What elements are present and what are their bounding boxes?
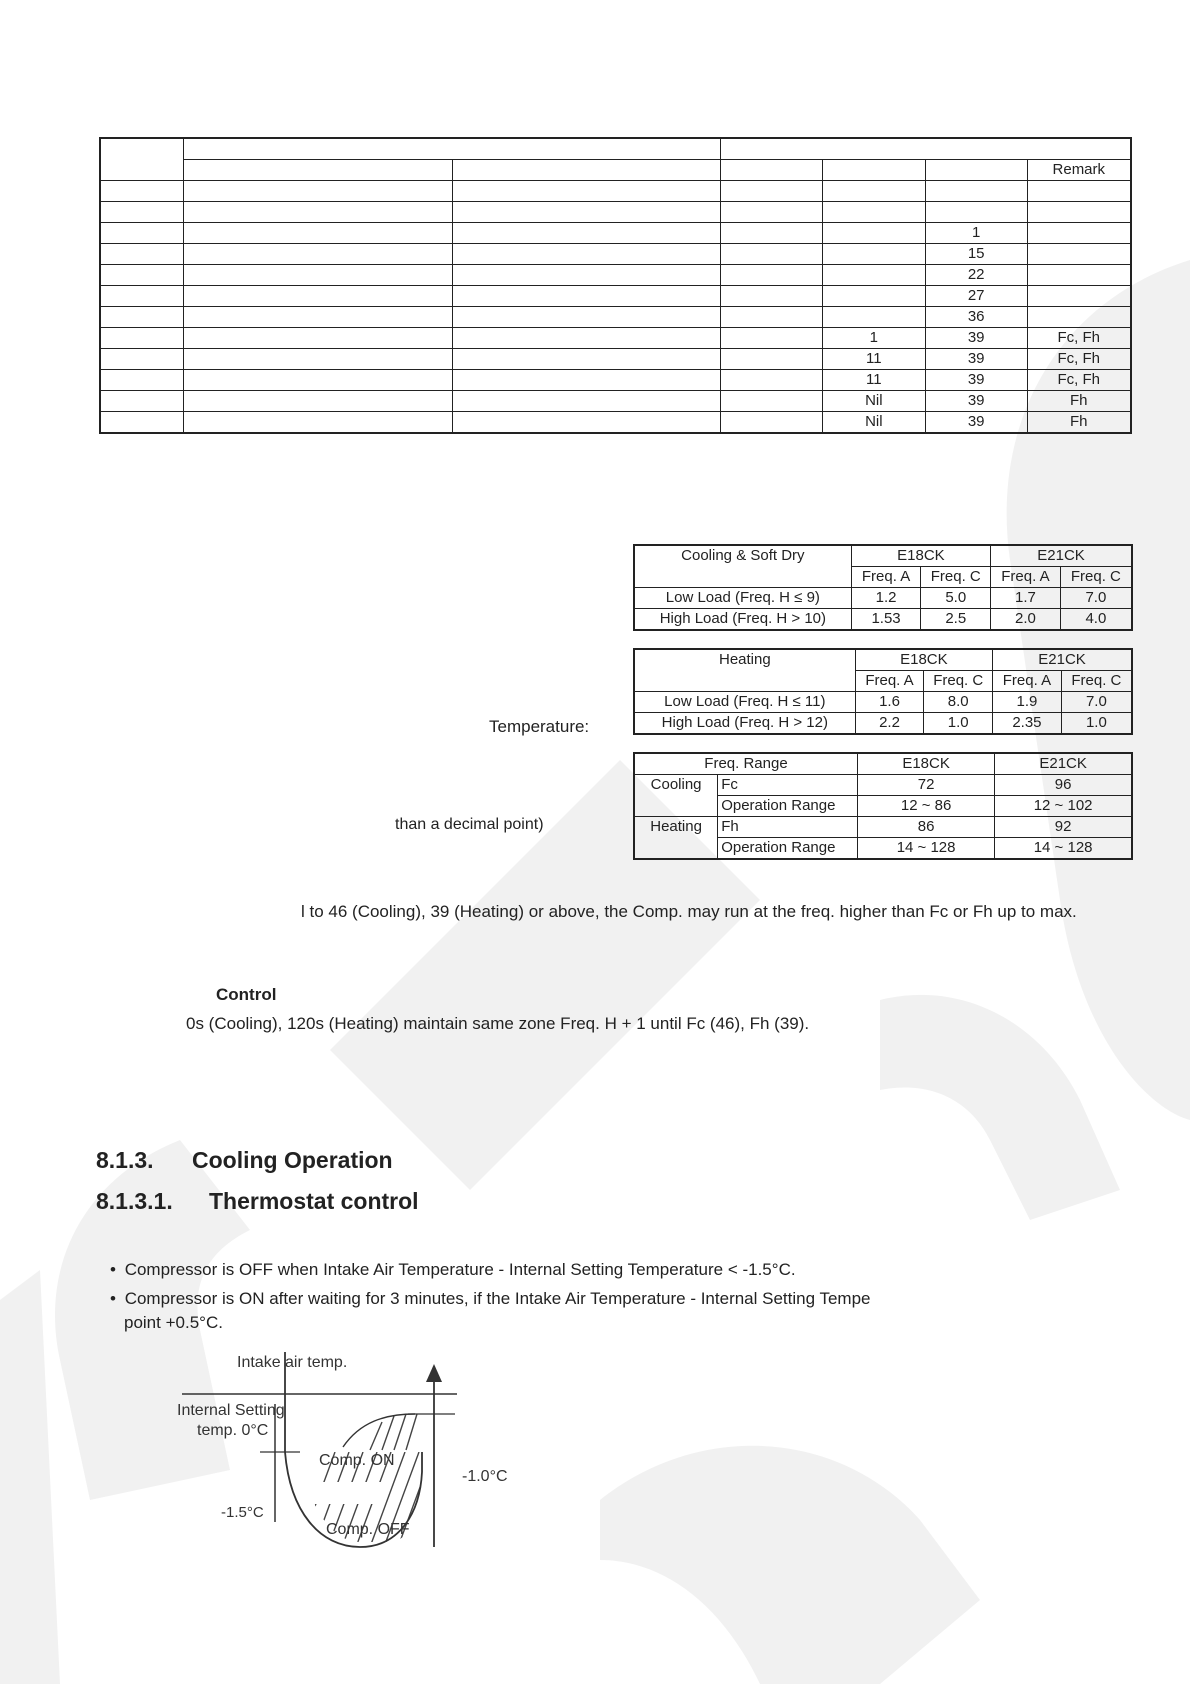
table-cell xyxy=(925,160,1027,181)
bullet-item: • Compressor is OFF when Intake Air Temperature - Internal Setting Temperature < -1.5°C. xyxy=(110,1260,796,1279)
table-cell xyxy=(721,138,1131,160)
diagram-label-comp-on: Comp. ON xyxy=(319,1452,395,1469)
bullet-continuation: point +0.5°C. xyxy=(124,1313,223,1332)
table-row: Nil 39 Fh xyxy=(100,412,1131,434)
table-title-cell: Cooling & Soft Dry xyxy=(634,545,851,588)
table-row: Operation Range 14 ~ 128 14 ~ 128 xyxy=(634,838,1132,860)
frequency-note: l to 46 (Cooling), 39 (Heating) or above, the Comp. may run at the freq. higher than Fc or Fh up to max. xyxy=(301,902,1077,921)
table-cell xyxy=(184,160,452,181)
arrow-up-icon xyxy=(426,1364,442,1382)
zone-note: 0s (Cooling), 120s (Heating) maintain same zone Freq. H + 1 until Fc (46), Fh (39). xyxy=(186,1014,810,1033)
table-row: High Load (Freq. H > 10) 1.53 2.5 2.0 4.0 xyxy=(634,609,1132,631)
table-row: Operation Range 12 ~ 86 12 ~ 102 xyxy=(634,796,1132,817)
table-title-cell: Heating xyxy=(634,649,855,692)
diagram-label-minus15: -1.5°C xyxy=(221,1504,264,1521)
table-cell xyxy=(100,138,184,181)
bullet-item: • Compressor is ON after waiting for 3 minutes, if the Intake Air Temperature - Internal Setting Tempe xyxy=(110,1289,871,1308)
table-header-row: Cooling & Soft Dry E18CK E21CK xyxy=(634,545,1132,567)
table-row: 15 xyxy=(100,244,1131,265)
table-cell xyxy=(721,160,823,181)
table-row xyxy=(100,202,1131,223)
table-row: 11 39 Fc, Fh xyxy=(100,349,1131,370)
remark-header: Remark xyxy=(1027,160,1131,181)
section-title: Cooling Operation xyxy=(192,1147,393,1173)
table-cell xyxy=(184,138,721,160)
table-row: 22 xyxy=(100,265,1131,286)
table-row: Heating Fh 86 92 xyxy=(634,817,1132,838)
table-row: 27 xyxy=(100,286,1131,307)
subsection-heading xyxy=(96,1188,419,1215)
table-row: 11 39 Fc, Fh xyxy=(100,370,1131,391)
section-number: 8.1.3. xyxy=(96,1147,154,1173)
table-header-row: Freq. A Freq. C Freq. A Freq. C xyxy=(634,671,1132,692)
table-header-row xyxy=(100,138,1131,160)
diagram-label-minus1: -1.0°C xyxy=(462,1468,508,1485)
table-header-row: Freq. Range E18CK E21CK xyxy=(634,753,1132,775)
table-row: 36 xyxy=(100,307,1131,328)
control-heading: Control xyxy=(216,985,277,1004)
table-row: 1 xyxy=(100,223,1131,244)
bullet-dot-icon: • xyxy=(110,1289,116,1308)
table-row: Low Load (Freq. H ≤ 11) 1.6 8.0 1.9 7.0 xyxy=(634,692,1132,713)
subsection-number: 8.1.3.1. xyxy=(96,1188,173,1214)
table-row: 1 39 Fc, Fh xyxy=(100,328,1131,349)
freq-range-table xyxy=(633,752,1133,860)
temperature-label: Temperature: xyxy=(489,717,590,736)
diagram-label-setting-temp: temp. 0°C xyxy=(197,1422,269,1439)
table-row: Low Load (Freq. H ≤ 9) 1.2 5.0 1.7 7.0 xyxy=(634,588,1132,609)
table-header-row xyxy=(100,160,1131,181)
table-row: Cooling Fc 72 96 xyxy=(634,775,1132,796)
table-header-row: Freq. A Freq. C Freq. A Freq. C xyxy=(634,567,1132,588)
heating-table xyxy=(633,648,1133,735)
bullet-dot-icon: • xyxy=(110,1260,116,1279)
decimal-note: than a decimal point) xyxy=(395,816,544,833)
table-row: Nil 39 Fh xyxy=(100,391,1131,412)
table-cell xyxy=(822,160,925,181)
subsection-title: Thermostat control xyxy=(209,1188,419,1214)
table-cell xyxy=(452,160,720,181)
cooling-soft-dry-table xyxy=(633,544,1133,631)
table-header-row: Heating E18CK E21CK xyxy=(634,649,1132,671)
table-row xyxy=(100,181,1131,202)
diagram-label-comp-off: Comp. OFF xyxy=(326,1521,410,1538)
section-heading xyxy=(96,1147,393,1174)
table-row: High Load (Freq. H > 12) 2.2 1.0 2.35 1.0 xyxy=(634,713,1132,735)
frequency-table xyxy=(99,137,1132,434)
diagram-label-intake: Intake air temp. xyxy=(237,1354,348,1371)
diagram-label-setting: Internal Setting xyxy=(177,1402,285,1419)
